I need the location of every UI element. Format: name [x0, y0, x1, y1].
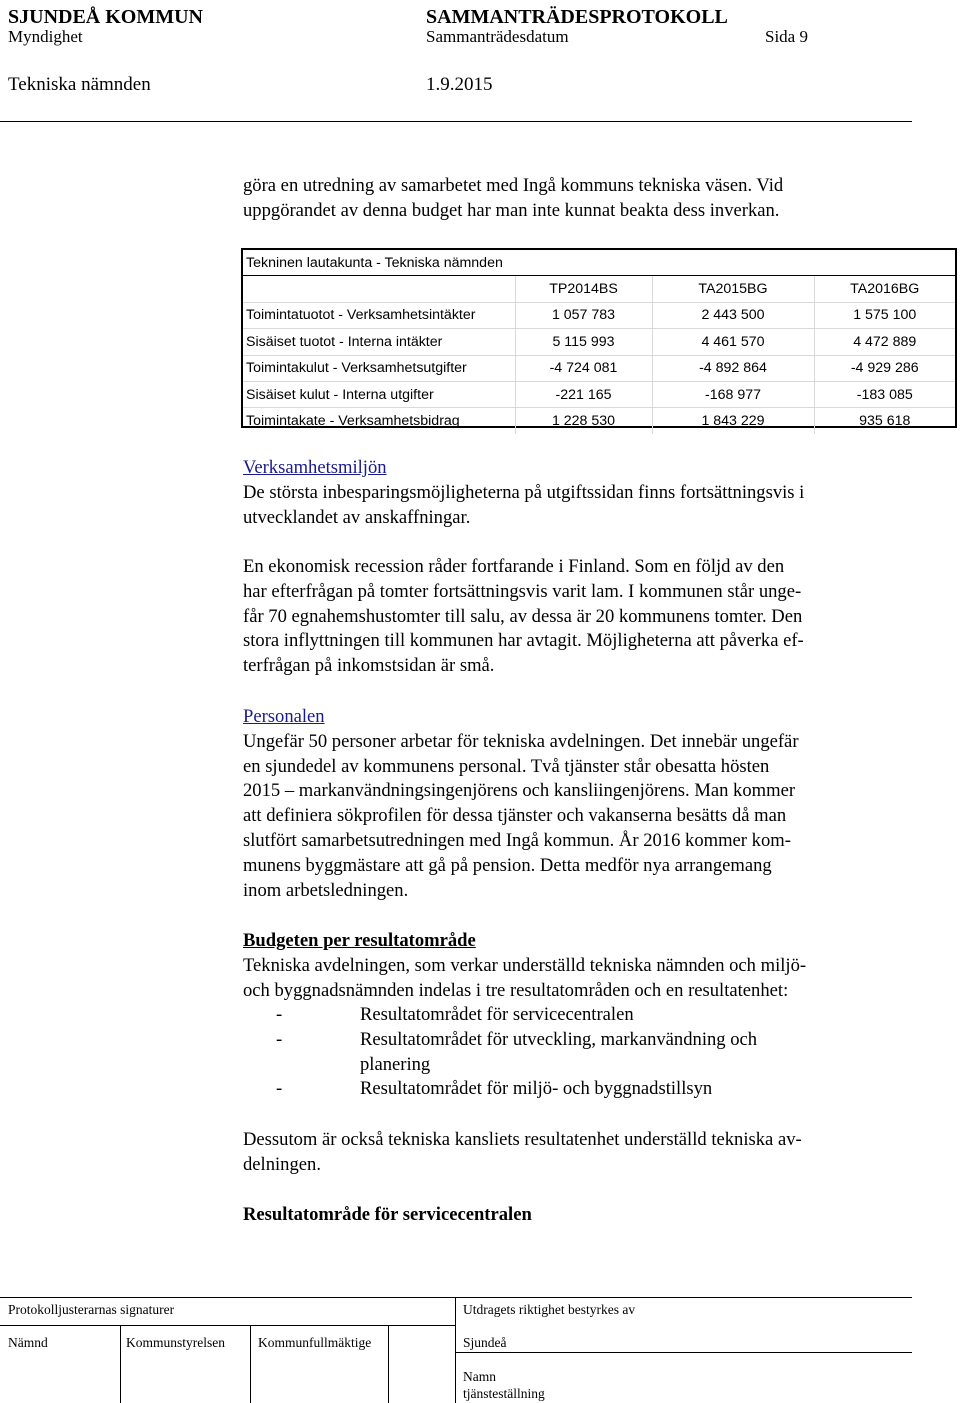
table-title: Tekninen lautakunta - Tekniska nämnden — [243, 250, 955, 276]
budget-section: Budgeten per resultatområde Tekniska avdelningen, som verkar underställd tekniska nämnden och miljö- och byggnadsnämnden indelas i tre resultatområden och en resultatenhet: — [243, 930, 807, 1001]
cell-value: 4 472 889 — [814, 329, 955, 355]
section-title: Resultatområde för servicecentralen — [243, 1204, 532, 1225]
meeting-date: 1.9.2015 — [426, 74, 493, 95]
row-label: Sisäiset tuotot - Interna intäkter — [243, 329, 515, 355]
table-title-row — [243, 250, 955, 276]
body-nämnd: Nämnd — [8, 1335, 48, 1350]
cell-value: 2 443 500 — [652, 302, 814, 328]
table-row — [243, 355, 955, 381]
cell-value: 1 843 229 — [652, 408, 814, 434]
row-label: Toimintatuotot - Verksamhetsintäkter — [243, 302, 515, 328]
recession-paragraph: En ekonomisk recession råder fortfarande i Finland. Som en följd av den har efterfrågan på tomter fortsättningsvis varit lam. I kommunen står unge- får 70 egnahemshustomter till salu, av dessa är 20 kommunens tomter. Den stora inflyttningen till kommunen har avtagit. Möjligheterna att påverka ef- terfrågan på inkomstsidan är små. — [243, 556, 804, 677]
position-label: tjänsteställning — [463, 1386, 545, 1401]
cell-value: 4 461 570 — [652, 329, 814, 355]
extract-label: Utdragets riktighet bestyrkes av — [463, 1302, 636, 1317]
cell-value: -221 165 — [515, 381, 652, 407]
doc-type: SAMMANTRÄDESPROTOKOLL — [426, 6, 728, 28]
kansli-paragraph: Dessutom är också tekniska kansliets resultatenhet underställd tekniska av- delningen. — [243, 1129, 802, 1175]
cell-value: -168 977 — [652, 381, 814, 407]
footer-divider — [455, 1297, 456, 1403]
section-heading: Budgeten per resultatområde — [243, 930, 476, 951]
result-area-list — [243, 1003, 943, 1102]
footer-col-rule — [250, 1325, 251, 1403]
body-kommunstyrelsen: Kommunstyrelsen — [126, 1335, 225, 1350]
personalen-section: Personalen Ungefär 50 personer arbetar för tekniska avdelningen. Det innebär ungefär en sjundedel av kommunens personal. Två tjänster står obesatta hösten 2015 – markanvändningsingenjörens och kansliingenjörens. Man kommer att definiera sökprofilen för dessa tjänster och vakanserna besätts då man slutfört samarbetsutredningen med Ingå kommun. År 2016 kommer kom- munens byggmästare att gå på pension. Detta medför nya arrangemang inom arbetsledningen. — [243, 706, 799, 901]
list-item: - Resultatområdet för utveckling, markanvändning och planering — [276, 1028, 758, 1075]
table-row — [243, 329, 955, 355]
table-row — [243, 302, 955, 328]
list-item: - Resultatområdet för miljö- och byggnadstillsyn — [276, 1078, 713, 1100]
row-label: Toimintakate - Verksamhetsbidrag — [246, 413, 460, 430]
cell-value: -183 085 — [814, 381, 955, 407]
name-label: Namn — [463, 1369, 496, 1384]
section-heading: Verksamhetsmiljön — [243, 457, 387, 478]
cell-value: -4 724 081 — [515, 355, 652, 381]
table-header-row — [243, 276, 955, 302]
org-name: SJUNDEÅ KOMMUN — [8, 6, 203, 28]
footer-rule — [0, 1297, 912, 1298]
budget-table — [241, 248, 957, 428]
cell-value: 1 575 100 — [814, 302, 955, 328]
table-row — [243, 408, 955, 434]
intro-paragraph: göra en utredning av samarbetet med Ingå kommuns tekniska väsen. Vid uppgörandet av denna budget har man inte kunnat beakta dess inverkan. — [243, 175, 784, 221]
header-rule — [0, 121, 912, 122]
footer-col-rule — [388, 1325, 389, 1403]
verksamhetsmiljon-section: Verksamhetsmiljön De största inbesparingsmöjligheterna på utgiftssidan finns fortsättningsvis i utvecklandet av anskaffningar. — [243, 457, 805, 528]
column-header: TA2015BG — [652, 276, 814, 302]
signatures-label: Protokolljusterarnas signaturer — [8, 1302, 175, 1317]
date-label: Sammanträdesdatum — [426, 27, 569, 46]
place: Sjundeå — [463, 1335, 507, 1350]
cell-value: 1 228 530 — [515, 408, 652, 434]
column-header: TA2016BG — [814, 276, 955, 302]
cell-value: 1 057 783 — [515, 302, 652, 328]
authority-label: Myndighet — [8, 27, 83, 46]
body-kommunfullmaktige: Kommunfullmäktige — [258, 1335, 372, 1350]
list-item: - Resultatområdet för servicecentralen — [276, 1004, 634, 1025]
table-row — [243, 381, 955, 407]
footer-row-rule — [0, 1325, 455, 1326]
row-label: Toimintakulut - Verksamhetsutgifter — [243, 355, 515, 381]
authority-name: Tekniska nämnden — [8, 74, 151, 95]
cell-value: 935 618 — [814, 408, 955, 434]
column-header: TP2014BS — [515, 276, 652, 302]
section-heading: Personalen — [243, 706, 325, 727]
page-number: Sida 9 — [765, 27, 808, 46]
footer-col-rule — [120, 1325, 121, 1403]
cell-value: -4 929 286 — [814, 355, 955, 381]
row-label: Sisäiset kulut - Interna utgifter — [243, 381, 515, 407]
place-rule — [455, 1352, 912, 1353]
cell-value: -4 892 864 — [652, 355, 814, 381]
cell-value: 5 115 993 — [515, 329, 652, 355]
